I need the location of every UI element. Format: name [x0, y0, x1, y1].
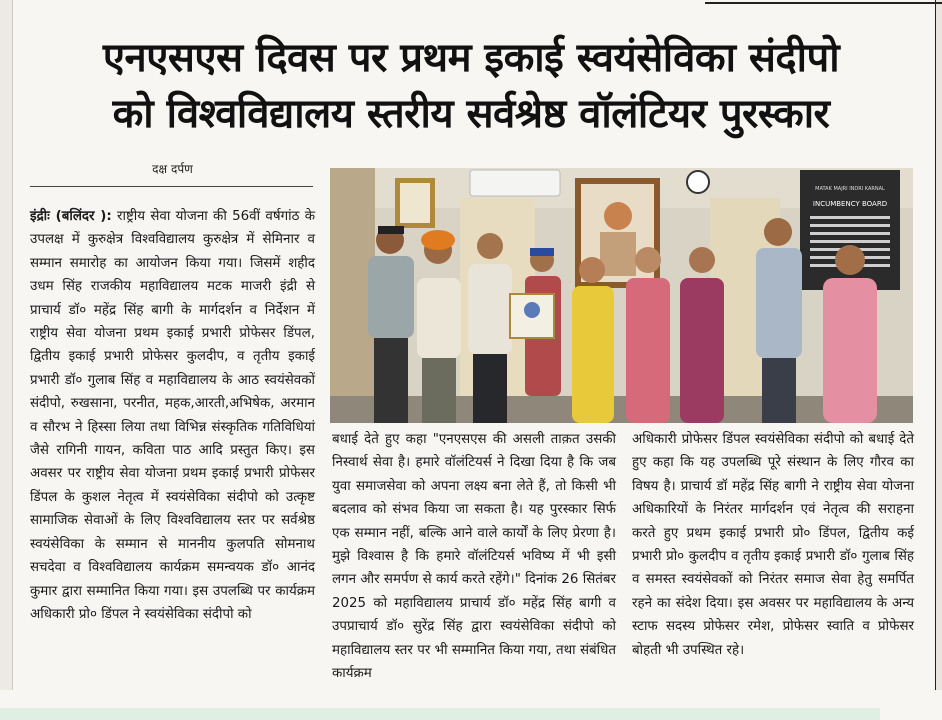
column-1-text: राष्ट्रीय सेवा योजना की 56वीं वर्षगांठ के उपलक्ष में कुरुक्षेत्र विश्वविद्यालय कुरुक्षेत्र में सेमिनार व सम्मान समारोह का आयोजन किया गया। जिसमें शहीद उधम सिंह राजकीय महाविद्यालय मटक माजरी इंद्री से प्राचार्य डॉ० महेंद्र सिंह बागी के मार्गदर्शन व निर्देशन में राष्ट्रीय सेवा योजना प्रथम इकाई प्रभारी प्रोफेसर डिंपल, द्वितीय इकाई प्रभारी प्रोफेसर कुलदीप, व तृतीय इकाई प्रभारी डॉ० गुलाब सिंह व महाविद्यालय के आठ स्वयंसेवकों संदीपो, रुखसाना, परनीत, महक,आरती,अभिषेक, अरमान व सौरभ ने हिस्सा लिया तथा विभिन्न संस्कृतिक गतिविधियां जैसे रागिनी गायन, कविता पाठ आदि प्रस्तुत किए। इस अवसर पर राष्ट्रीय सेवा योजना प्रथम इकाई प्रभारी प्रोफेसर डिंपल के कुशल नेतृत्व में स्वयंसेविका संदीपो को उत्कृष्ट सामाजिक सेवाओं के लिए विश्वविद्यालय स्तर पर सर्वश्रेष्ठ स्वयंसेविका के सम्मान से माननीय कुलपति सोमनाथ सचदेवा व विश्वविद्यालय कार्यक्रम समन्वयक डॉ० आनंद कुमार द्वारा सम्मानित किया गया। इस उपलब्धि पर कार्यक्रम अधिकारी प्रो० डिंपल ने स्वयंसेविका संदीपो को	[30, 209, 315, 622]
article-column-2	[332, 428, 616, 685]
article-column-3	[632, 428, 914, 662]
headline-line-2: को विश्वविद्यालय स्तरीय सर्वश्रेष्ठ वॉलंटियर पुरस्कार	[112, 91, 830, 137]
byline: दक्ष दर्पण	[152, 162, 193, 176]
headline-line-1: एनएसएस दिवस पर प्रथम इकाई स्वयंसेविका संदीपो	[102, 35, 840, 81]
bottom-band	[0, 708, 880, 720]
dateline: इंद्रीः (बलिंदर ):	[30, 209, 112, 224]
news-photo	[330, 168, 913, 423]
column-2-text: बधाई देते हुए कहा "एनएसएस की असली ताक़त उसकी निस्वार्थ सेवा है। हमारे वॉलंटियर्स ने दिखा दिया है कि जब युवा समाजसेवा को अपना लक्ष्य बना लेते हैं, तो किसी भी बदलाव को संभव किया जा सकता है। यह पुरस्कार सिर्फ एक सम्मान नहीं, बल्कि आने वाले कार्यों के लिए प्रेरणा है। मुझे विश्वास है कि हमारे वॉलंटियर्स भविष्य में भी इसी लगन और समर्पण से कार्य करते रहेंगे।" दिनांक 26 सितंबर 2025 को महाविद्यालय प्राचार्य डॉ० महेंद्र सिंह बागी व उपप्राचार्य डॉ० सुरेंद्र सिंह द्वारा स्वयंसेविका संदीपो को महाविद्यालय स्तर पर भी सम्मानित किया गया, तथा संबंधित कार्यक्रम	[332, 432, 616, 682]
person-8	[756, 218, 802, 423]
article-column-1	[30, 205, 315, 626]
board-title: INCUMBENCY BOARD	[812, 200, 888, 208]
top-rule	[705, 2, 942, 4]
group-photo-illustration	[330, 168, 913, 423]
adjacent-column-edge	[0, 0, 13, 690]
byline-rule	[30, 186, 313, 187]
column-3-text: अधिकारी प्रोफेसर डिंपल स्वयंसेविका संदीपो को बधाई देते हुए कहा कि यह उपलब्धि पूरे संस्थान के लिए गौरव का विषय है। प्राचार्य डॉ महेंद्र सिंह बागी ने राष्ट्रीय सेवा योजना अधिकारियों के निरंतर मार्गदर्शन एवं नेतृत्व की सराहना करते हुए प्रथम इकाई प्रभारी प्रो० डिंपल, द्वितीय कई प्रभारी प्रो० कुलदीप व तृतीय इकाई प्रभारी डॉ० गुलाब सिंह व समस्त स्वयंसेवकों को निरंतर समाज सेवा हेतु समर्पित रहने का संदेश दिया। इस अवसर पर महाविद्यालय के अन्य स्टाफ सदस्य प्रोफेसर रमेश, प्रोफेसर स्वाति व प्रोफेसर बोहती भी उपस्थित रहे।	[632, 432, 914, 658]
board-header: MATAK MAJRI INDRI KARNAL	[815, 186, 885, 192]
right-page-edge	[935, 0, 942, 690]
headline	[16, 30, 926, 142]
